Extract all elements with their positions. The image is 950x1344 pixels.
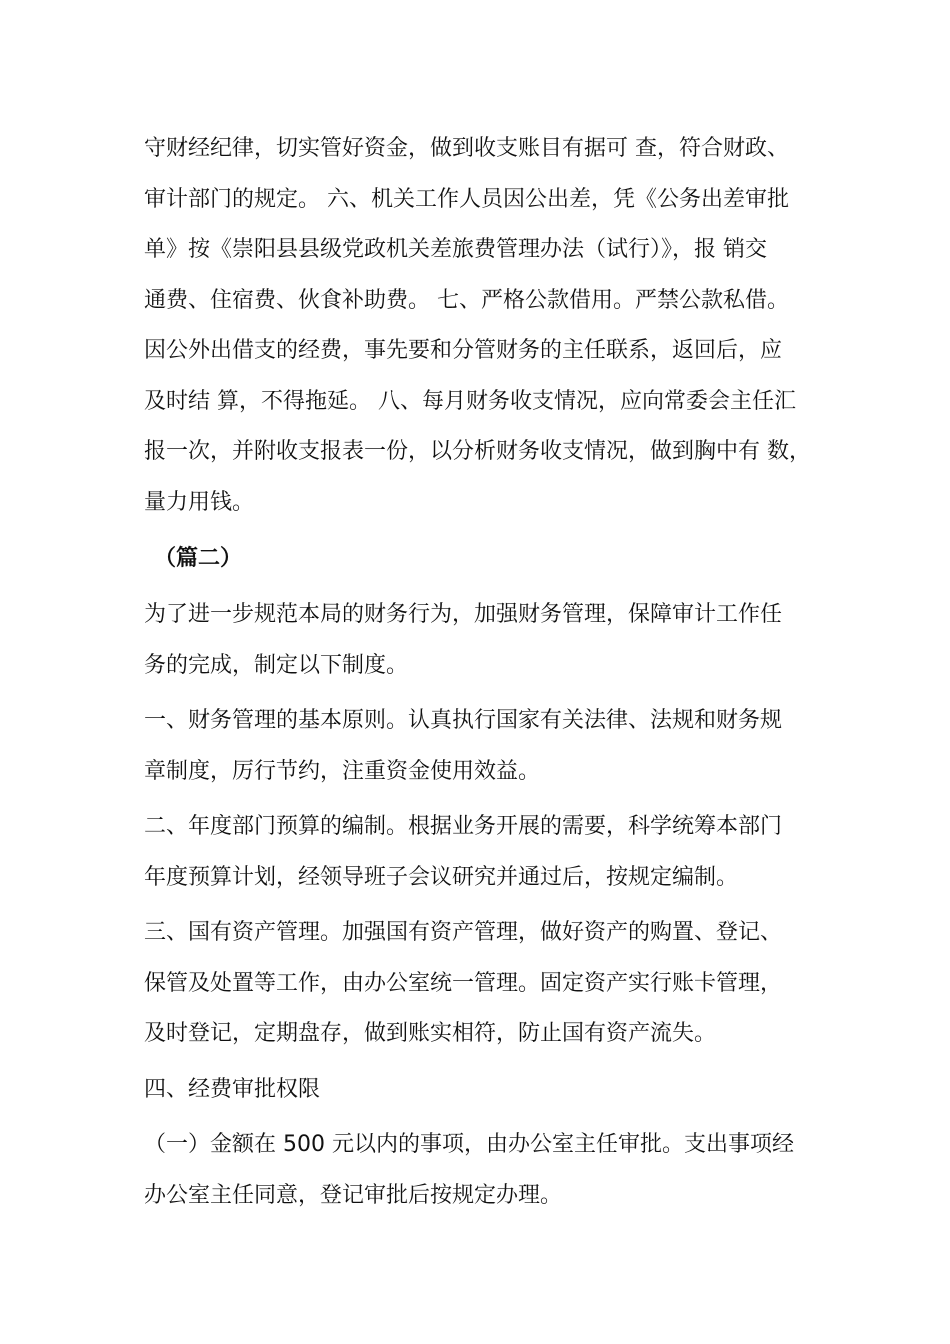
text-line: 三、国有资产管理。加强国有资产管理，做好资产的购置、登记、 — [144, 920, 783, 945]
section-2-paragraph — [144, 802, 816, 903]
text-line: 量力用钱。 — [144, 489, 255, 515]
text-line: 二、年度部门预算的编制。根据业务开展的需要，科学统筹本部门 — [144, 814, 783, 839]
section-heading: （篇二） — [154, 546, 243, 571]
document-body — [144, 124, 816, 1221]
text-line: 及时结 算，不得拖延。 八、每月财务收支情况，应向常委会主任汇 — [144, 388, 796, 414]
text-line: 报一次，并附收支报表一份，以分析财务收支情况，做到胸中有 数， — [144, 439, 811, 464]
text-line: 通费、住宿费、伙食补助费。 七、严格公款借用。严禁公款私借。 — [144, 287, 789, 313]
text-line: （一）金额在 500 元以内的事项，由办公室主任审批。支出事项经 — [144, 1132, 794, 1157]
text-line: 办公室主任同意，登记审批后按规定办理。 — [144, 1182, 563, 1208]
section-1-paragraph — [144, 696, 816, 797]
text-line: 守财经纪律，切实管好资金，做到收支账目有据可 查，符合财政、 — [144, 136, 789, 161]
text-line: 务的完成，制定以下制度。 — [144, 652, 409, 678]
text-line: 为了进一步规范本局的财务行为，加强财务管理，保障审计工作任 — [144, 602, 783, 627]
text-line: 一、财务管理的基本原则。认真执行国家有关法律、法规和财务规 — [144, 708, 783, 733]
paragraph-continued — [144, 124, 816, 528]
text-line: 章制度，厉行节约，注重资金使用效益。 — [144, 758, 541, 784]
text-line: 年度预算计划，经领导班子会议研究并通过后，按规定编制。 — [144, 864, 739, 890]
section-3-paragraph — [144, 908, 816, 1060]
text-line: 保管及处置等工作，由办公室统一管理。固定资产实行账卡管理， — [144, 970, 783, 996]
text-line: 四、经费审批权限 — [144, 1076, 321, 1102]
text-line: 审计部门的规定。 六、机关工作人员因公出差，凭《公务出差审批 — [144, 186, 789, 212]
section-4-heading — [144, 1065, 816, 1116]
text-line: 及时登记，定期盘存，做到账实相符，防止国有资产流失。 — [144, 1021, 717, 1046]
text-line: 因公外出借支的经费，事先要和分管财务的主任联系，返回后，应 — [144, 338, 783, 363]
intro-paragraph — [144, 590, 816, 691]
section-4-1-paragraph — [144, 1120, 816, 1221]
text-line: 单》按《崇阳县县级党政机关差旅费管理办法（试行）》，报 销交 — [144, 237, 767, 262]
